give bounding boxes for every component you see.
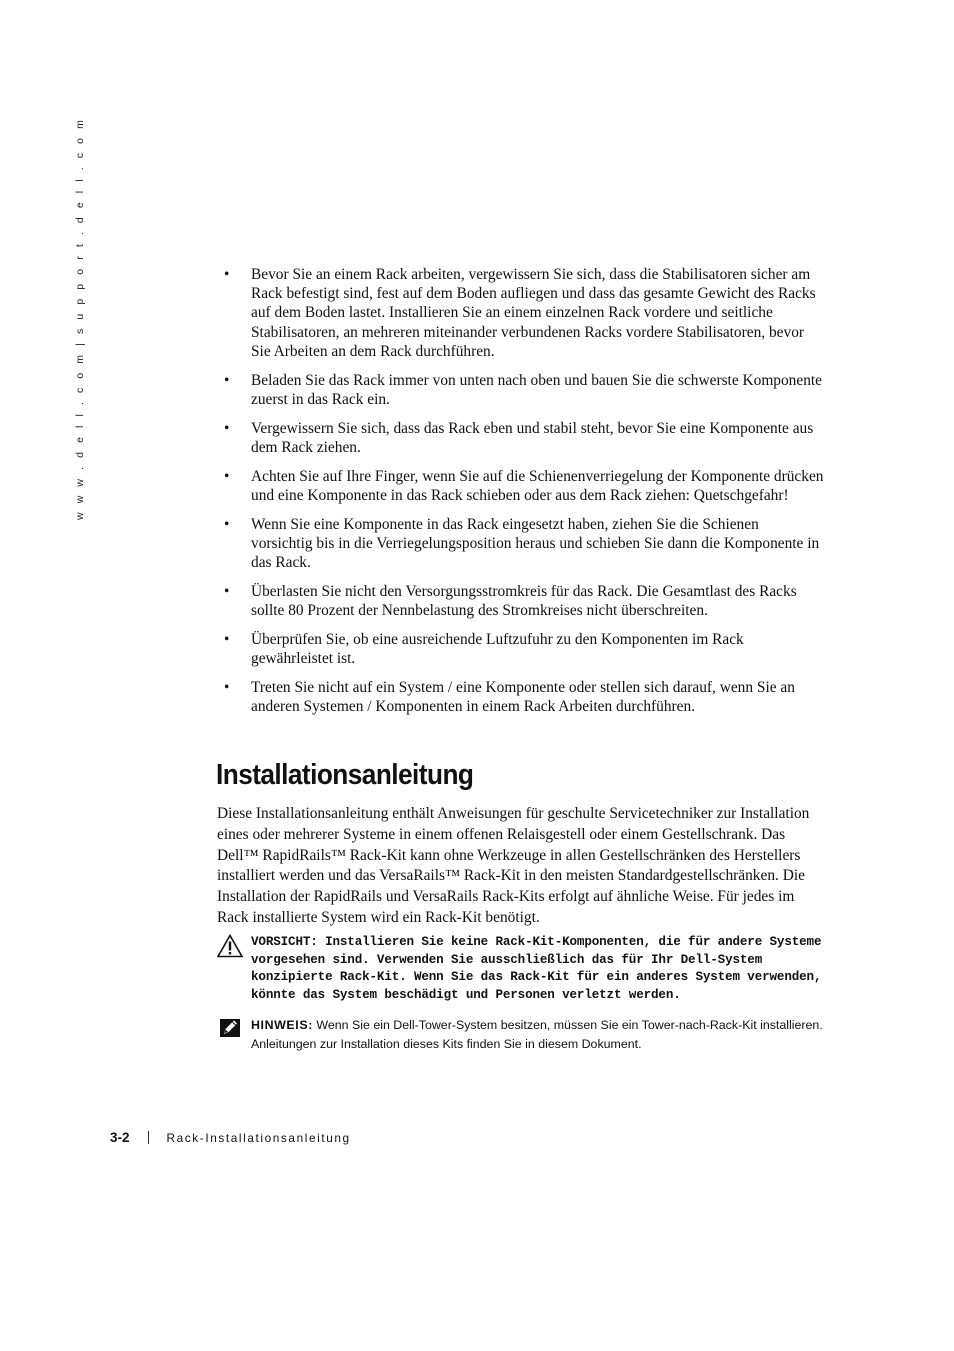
intro-paragraph: Diese Installationsanleitung enthält Anweisungen für geschulte Servicetechniker zur Installation eines oder mehrerer Systeme in einem offenen Relaisgestell oder einem Gestellschrank. Das Dell™ RapidRails™ Rack-Kit kann ohne Werkzeuge in allen Gestellschränken des Herstellers installiert werden und das VersaRails™ Rack-Kit in den meisten Standardgestellschränken. Die Installation der RapidRails und VersaRails Rack-Kits erfolgt auf ähnliche Weise. Für jedes im Rack installierte System wird ein Rack-Kit benötigt. [217,805,810,926]
list-item-text: Beladen Sie das Rack immer von unten nach oben und bauen Sie die schwerste Komponente zuerst in das Rack ein. [251,371,823,408]
side-url-text: w w w . d e l l . c o m | s u p p o r t . d e l l . c o m [74,117,86,520]
caution-note [217,934,823,1004]
pencil-note-icon [217,1016,243,1040]
section-heading: Installationsanleitung [216,759,474,791]
list-item [224,630,824,668]
bullet-icon: • [224,630,230,648]
notice-note [217,1016,823,1054]
bullet-icon: • [224,678,230,696]
bullet-icon: • [224,515,230,533]
notice-label: HINWEIS: [251,1018,313,1032]
list-item [224,467,824,505]
bullet-icon: • [224,467,230,485]
chapter-title: Rack-Installationsanleitung [166,1130,351,1145]
list-item [224,515,824,573]
footer-separator [148,1131,149,1144]
bullet-icon: • [224,371,230,389]
warning-triangle-icon [217,934,243,958]
list-item [224,678,824,716]
list-item [224,582,824,620]
notice-text-block [251,1016,823,1054]
list-item [224,371,824,409]
list-item-text: Vergewissern Sie sich, dass das Rack eben und stabil steht, bevor Sie eine Komponente aus dem Rack ziehen. [251,419,814,456]
list-item-text: Wenn Sie eine Komponente in das Rack eingesetzt haben, ziehen Sie die Schienen vorsichtig bis in die Verriegelungsposition heraus und schieben Sie dann die Komponente in das Rack. [251,515,820,572]
list-item-text: Bevor Sie an einem Rack arbeiten, vergewissern Sie sich, dass die Stabilisatoren sicher am Rack befestigt sind, fest auf dem Boden aufliegen und dass das gesamte Gewicht des Racks auf dem Boden lastet. Installieren Sie an einem einzelnen Rack vordere und seitliche Stabilisatoren, an mehreren miteinander verbundenen Racks vordere Stabilisatoren, bevor Sie Arbeiten an dem Rack durchführen. [251,266,816,360]
list-item [224,265,824,361]
list-item-text: Überlasten Sie nicht den Versorgungsstromkreis für das Rack. Die Gesamtlast des Racks sollte 80 Prozent der Nennbelastung des Stromkreises nicht überschreiten. [251,582,797,620]
list-item [224,419,824,457]
bullet-icon: • [224,266,230,283]
bullet-icon: • [224,582,230,600]
list-item-text: Achten Sie auf Ihre Finger, wenn Sie auf die Schienenverriegelung der Komponente drücken und eine Komponente in das Rack schieben oder aus dem Rack ziehen: Quetschgefahr! [251,467,824,504]
caution-text: VORSICHT: Installieren Sie keine Rack-Kit-Komponenten, die für andere Systeme vorgesehen sind. Verwenden Sie ausschließlich das für Ihr Dell-System konzipierte Rack-Kit. Wenn Sie das Rack-Kit für ein anderes System verwenden, könnte das System beschädigt und Personen verletzt werden. [251,935,822,1002]
page-number: 3-2 [110,1130,130,1145]
list-item-text: Überprüfen Sie, ob eine ausreichende Luftzufuhr zu den Komponenten im Rack gewährleistet ist. [251,630,744,668]
bullet-icon: • [224,419,230,437]
page-footer [110,1130,351,1145]
notice-text: Wenn Sie ein Dell-Tower-System besitzen, müssen Sie ein Tower-nach-Rack-Kit installieren. Anleitungen zur Installation dieses Kits finden Sie in diesem Dokument. [251,1018,823,1052]
safety-bullet-list [224,265,824,726]
list-item-text: Treten Sie nicht auf ein System / eine Komponente oder stellen sich darauf, wenn Sie an anderen Systemen / Komponenten in einem Rack Arbeiten durchführen. [251,678,795,716]
